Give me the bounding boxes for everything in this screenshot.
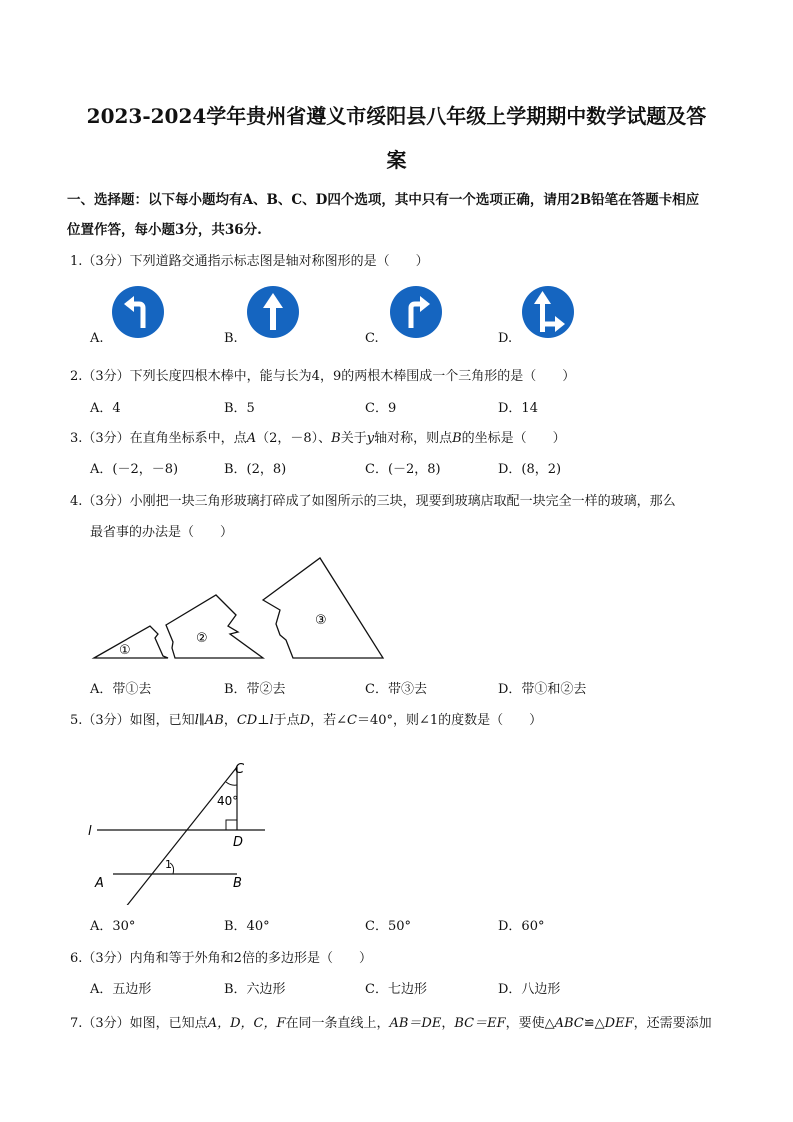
q2-option-c: C．9 (365, 401, 397, 416)
broken-glass-figure (88, 550, 388, 665)
q2-option-d: D．14 (498, 401, 538, 416)
question-7-stem: 7.（3分）如图，已知点A，D，C，F在同一条直线上，AB＝DE，BC＝EF，要使△ABC≌△DEF，还需要添加 (70, 1016, 712, 1031)
straight-arrow-sign-icon (245, 284, 305, 344)
page-title: 2023-2024学年贵州省遵义市绥阳县八年级上学期期中数学试题及答 (86, 104, 707, 128)
page-title-continued: 案 (386, 148, 407, 172)
q1-option-a: A. (90, 331, 104, 346)
q1-option-d: D. (498, 331, 513, 346)
question-2-stem: 2.（3分）下列长度四根木棒中，能与长为4，9的两根木棒围成一个三角形的是（ ） (70, 369, 576, 384)
piece-1-label: ① (119, 643, 131, 658)
q5-option-a: A．30° (90, 919, 136, 934)
question-3-stem: 3.（3分）在直角坐标系中，点A（2，－8）、B关于y轴对称，则点B的坐标是（ ） (70, 431, 566, 446)
glass-piece-2 (166, 595, 263, 658)
q4-option-a: A．带①去 (90, 682, 152, 697)
q3-option-b: B．(2，8) (224, 462, 287, 477)
q5-option-b: B．40° (224, 919, 270, 934)
q1-option-c: C. (365, 331, 379, 346)
q2-option-b: B．5 (224, 401, 255, 416)
straight-or-right-sign-icon (520, 284, 580, 344)
q3-option-a: A．(－2，－8) (90, 462, 179, 477)
q6-option-c: C．七边形 (365, 982, 427, 997)
q3-option-d: D．(8，2) (498, 462, 562, 477)
label-l: l (88, 824, 92, 839)
glass-piece-3 (263, 558, 383, 658)
label-angle-1: 1 (165, 858, 172, 871)
q2-option-a: A．4 (90, 401, 121, 416)
section-heading-continued: 位置作答，每小题3分，共36分. (67, 222, 262, 238)
turn-left-sign-icon (110, 284, 170, 344)
piece-2-label: ② (196, 631, 208, 646)
q4-option-c: C．带③去 (365, 682, 427, 697)
q4-option-d: D．带①和②去 (498, 682, 587, 697)
label-angle-40: 40° (217, 794, 239, 808)
q6-option-d: D．八边形 (498, 982, 561, 997)
question-4-stem: 4.（3分）小刚把一块三角形玻璃打碎成了如图所示的三块，现要到玻璃店取配一块完全一样的玻璃，那么 (70, 494, 676, 509)
question-5-stem: 5.（3分）如图，已知l∥AB，CD⊥l于点D，若∠C＝40°，则∠1的度数是（ ） (70, 713, 543, 728)
question-1-stem: 1.（3分）下列道路交通指示标志图是轴对称图形的是（ ） (70, 254, 429, 269)
label-b: B (233, 876, 242, 891)
q1-option-b: B. (224, 331, 238, 346)
q6-option-a: A．五边形 (90, 982, 152, 997)
label-a: A (95, 876, 104, 891)
label-c: C (235, 762, 245, 777)
question-4-stem-continued: 最省事的办法是（ ） (90, 525, 234, 540)
parallel-lines-figure (85, 755, 285, 905)
q6-option-b: B．六边形 (224, 982, 286, 997)
piece-3-label: ③ (315, 613, 327, 628)
turn-right-sign-icon (388, 284, 448, 344)
q4-option-b: B．带②去 (224, 682, 286, 697)
q3-option-c: C．(－2，8) (365, 462, 441, 477)
glass-piece-1 (94, 626, 168, 658)
section-heading: 一、选择题：以下每小题均有A、B、C、D四个选项，其中只有一个选项正确，请用2B铅笔在答题卡相应 (67, 192, 700, 208)
q5-option-d: D．60° (498, 919, 545, 934)
label-d: D (233, 835, 244, 850)
q5-option-c: C．50° (365, 919, 411, 934)
question-6-stem: 6.（3分）内角和等于外角和2倍的多边形是（ ） (70, 951, 372, 966)
